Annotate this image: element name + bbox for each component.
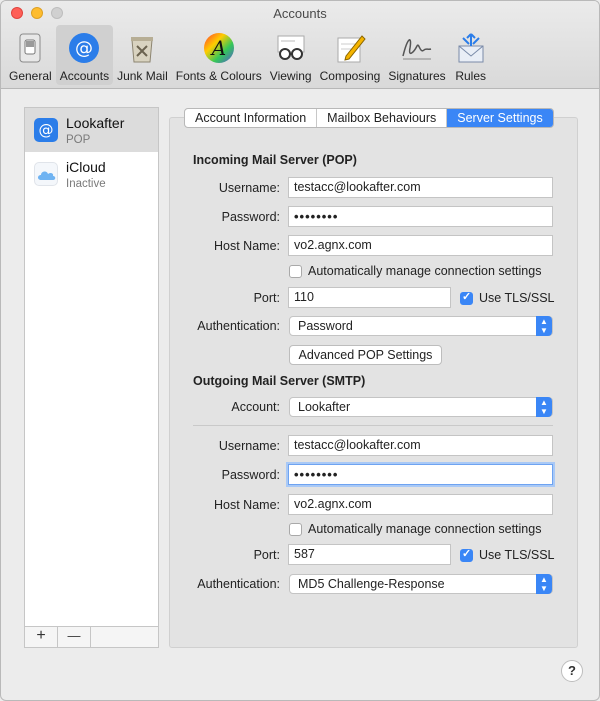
tab-server-settings[interactable]: Server Settings (447, 109, 552, 127)
settings-tabs (184, 108, 554, 128)
remove-account-button[interactable]: — (58, 627, 91, 647)
at-sign-icon (34, 118, 58, 142)
chevron-updown-icon: ▲ ▼ (536, 316, 552, 336)
section-divider (193, 425, 553, 426)
incoming-tls-checkbox[interactable] (460, 292, 473, 305)
add-account-button[interactable]: + (25, 627, 58, 647)
title-bar (1, 1, 599, 89)
rules-envelope-icon (454, 31, 488, 65)
outgoing-tls-checkbox[interactable] (460, 549, 473, 562)
outgoing-username-label: Username: (218, 439, 280, 453)
toolbar-signatures[interactable]: Signatures (384, 25, 449, 85)
incoming-username-label: Username: (218, 181, 280, 195)
outgoing-auth-label: Authentication: (197, 577, 280, 591)
advanced-pop-settings-button[interactable]: Advanced POP Settings (289, 345, 442, 365)
incoming-tls-row[interactable] (460, 291, 555, 305)
outgoing-password-label: Password: (221, 468, 280, 482)
incoming-auth-select[interactable]: Password ▲ ▼ (289, 316, 553, 336)
outgoing-port-label: Port: (253, 548, 280, 562)
outgoing-port-field[interactable]: 587 (288, 544, 451, 565)
incoming-auto-manage-checkbox[interactable] (289, 265, 302, 278)
incoming-section-title: Incoming Mail Server (POP) (193, 153, 357, 167)
outgoing-section-title: Outgoing Mail Server (SMTP) (193, 374, 366, 388)
outgoing-auto-manage-checkbox[interactable] (289, 523, 302, 536)
outgoing-account-select[interactable]: Lookafter ▲ ▼ (289, 397, 553, 417)
incoming-auth-label: Authentication: (197, 319, 280, 333)
cloud-icon (34, 162, 58, 186)
pencil-paper-icon (333, 31, 367, 65)
tab-account-information[interactable]: Account Information (185, 109, 317, 127)
svg-text:@: @ (75, 38, 94, 59)
preferences-toolbar (5, 25, 492, 87)
account-item-lookafter[interactable]: @ Lookafter POP (25, 108, 158, 152)
signature-icon (400, 31, 434, 65)
at-sign-icon (67, 31, 101, 65)
incoming-auto-manage-label: Automatically manage connection settings (308, 264, 542, 278)
incoming-username-field[interactable]: testacc@lookafter.com (288, 177, 553, 198)
general-switch-icon (13, 31, 47, 65)
incoming-port-field[interactable]: 110 (288, 287, 451, 308)
incoming-password-label: Password: (221, 210, 280, 224)
outgoing-tls-label: Use TLS/SSL (479, 548, 555, 562)
incoming-host-field[interactable]: vo2.agnx.com (288, 235, 553, 256)
incoming-password-field[interactable]: •••••••• (288, 206, 553, 227)
outgoing-account-label: Account: (231, 400, 280, 414)
outgoing-host-field[interactable]: vo2.agnx.com (288, 494, 553, 515)
toolbar-fonts-colours[interactable]: A Fonts & Colours (172, 25, 266, 85)
toolbar-composing[interactable]: Composing (316, 25, 385, 85)
chevron-updown-icon: ▲ ▼ (536, 397, 552, 417)
outgoing-auth-select[interactable]: MD5 Challenge-Response ▲ ▼ (289, 574, 553, 594)
toolbar-viewing[interactable]: Viewing (266, 25, 316, 85)
outgoing-auto-manage-label: Automatically manage connection settings (308, 522, 542, 536)
toolbar-accounts[interactable]: @ Accounts (56, 25, 113, 85)
toolbar-junk-mail[interactable]: Junk Mail (113, 25, 172, 85)
account-list-footer (25, 626, 158, 647)
incoming-tls-label: Use TLS/SSL (479, 291, 555, 305)
incoming-host-label: Host Name: (214, 239, 280, 253)
outgoing-username-field[interactable]: testacc@lookafter.com (288, 435, 553, 456)
junk-trash-icon (125, 31, 159, 65)
chevron-updown-icon: ▲ ▼ (536, 574, 552, 594)
incoming-port-label: Port: (253, 291, 280, 305)
toolbar-general[interactable]: General (5, 25, 56, 85)
tab-mailbox-behaviours[interactable]: Mailbox Behaviours (317, 109, 447, 127)
font-palette-icon (202, 31, 236, 65)
help-button[interactable]: ? (561, 660, 583, 682)
svg-text:@: @ (38, 121, 54, 139)
outgoing-password-field[interactable]: •••••••• (288, 464, 553, 485)
window-title: Accounts (273, 6, 327, 21)
svg-text:A: A (211, 36, 226, 60)
outgoing-tls-row[interactable] (460, 548, 555, 562)
toolbar-rules[interactable]: Rules (450, 25, 492, 85)
outgoing-auto-manage-row[interactable] (289, 522, 541, 536)
glasses-icon (274, 31, 308, 65)
outgoing-host-label: Host Name: (214, 498, 280, 512)
account-item-icloud[interactable]: iCloud Inactive (25, 152, 158, 196)
incoming-auto-manage-row[interactable] (289, 264, 541, 278)
